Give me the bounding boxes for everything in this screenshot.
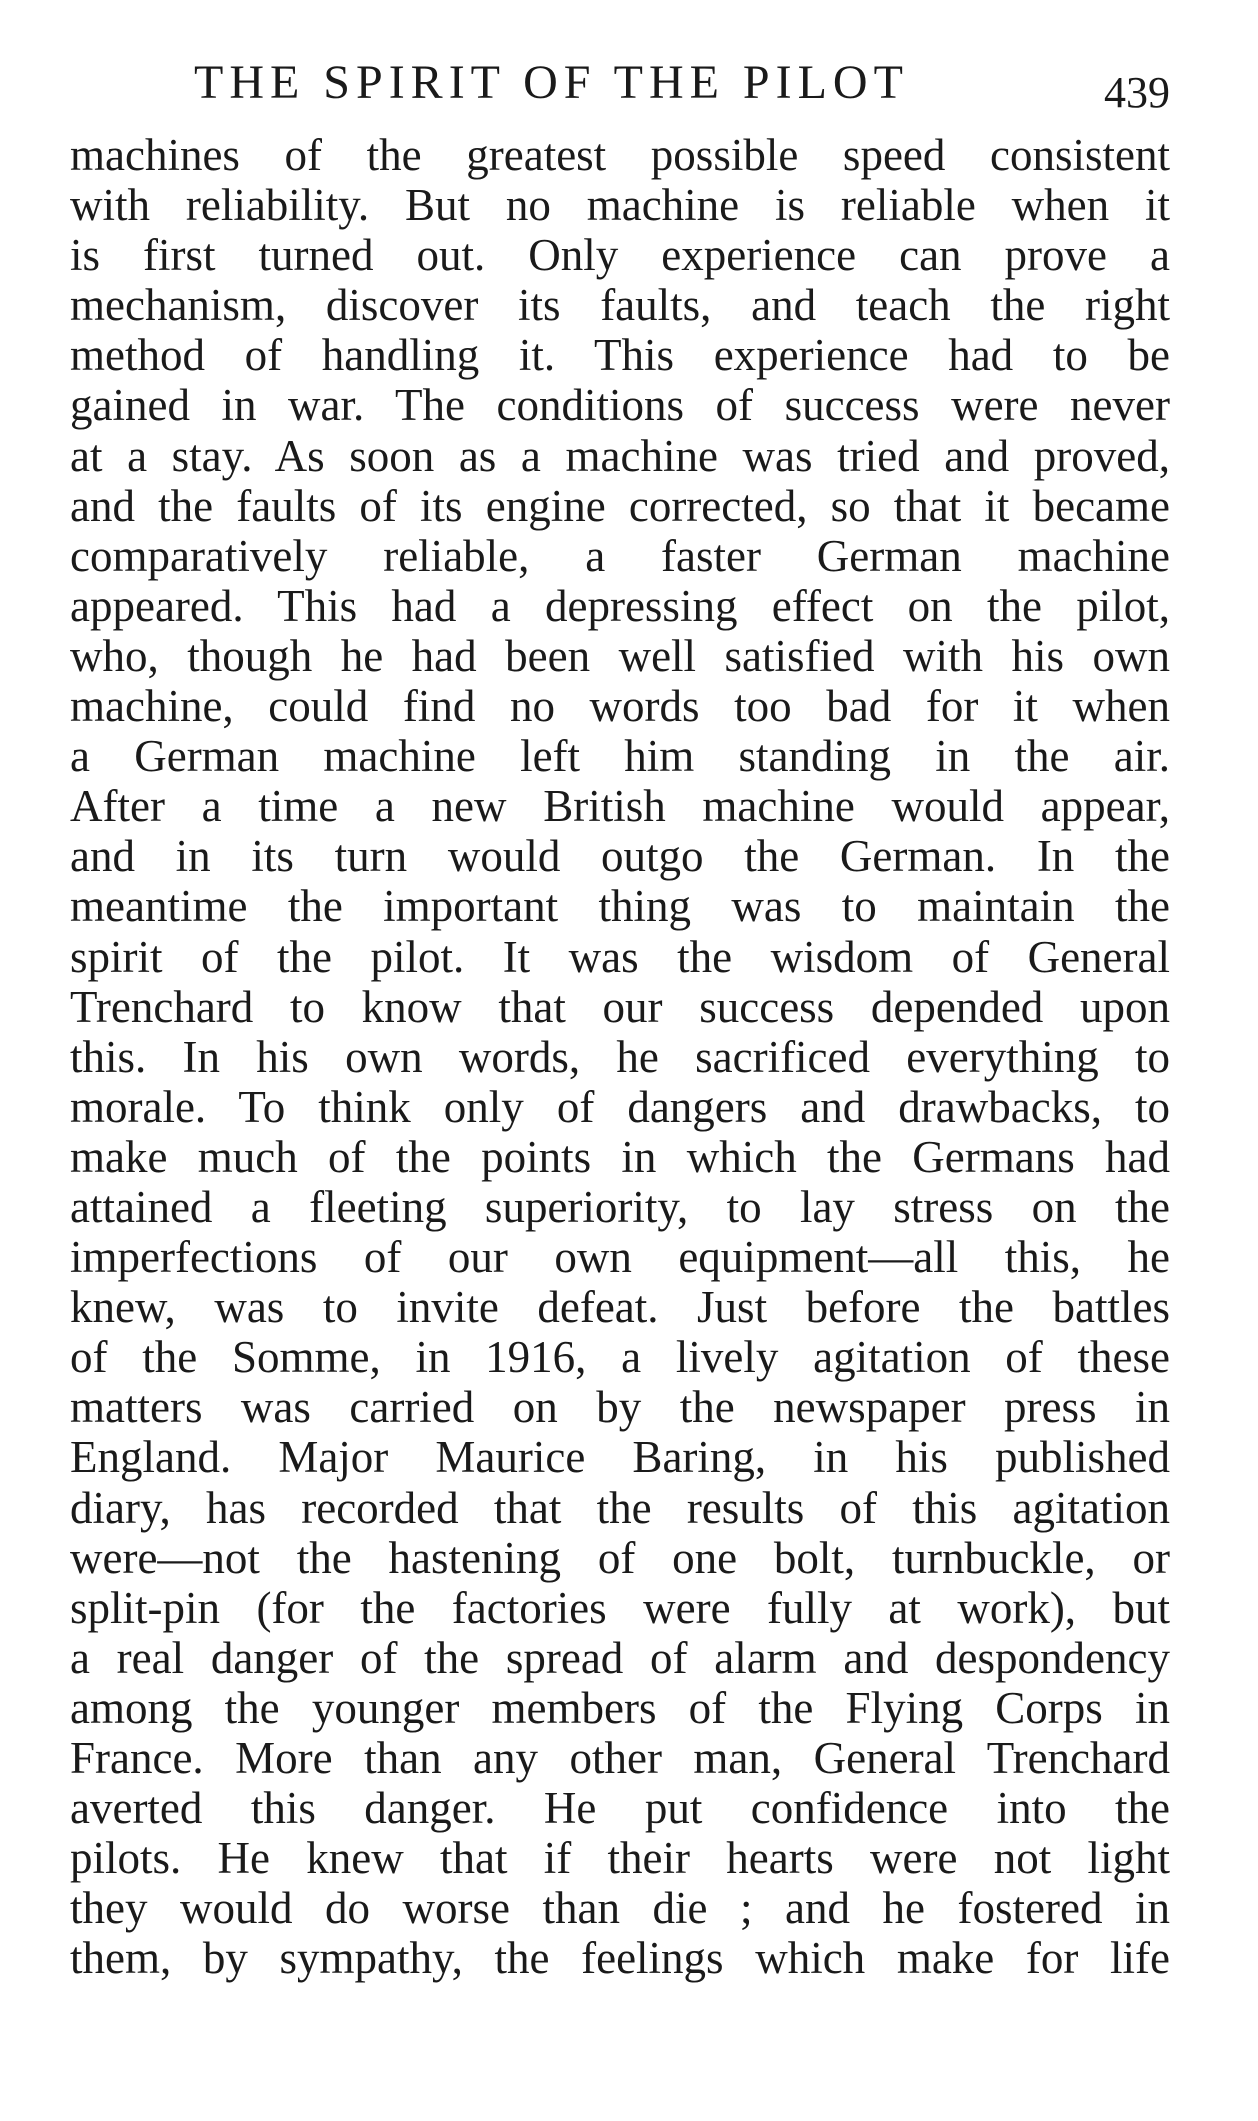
- text-line: a real danger of the spread of alarm and despondency: [70, 1632, 1170, 1683]
- text-line: mechanism, discover its faults, and teach the right: [70, 280, 1170, 331]
- page-number: 439: [1104, 68, 1170, 117]
- text-line: split-pin (for the factories were fully at work), but: [70, 1582, 1170, 1633]
- text-line: imperfections of our own equipment—all this, he: [70, 1232, 1170, 1283]
- text-line: machine, could find no words too bad for it when: [70, 681, 1170, 732]
- text-line: them, by sympathy, the feelings which make for life: [70, 1933, 1170, 1984]
- text-line: machines of the greatest possible speed consistent: [70, 130, 1170, 180]
- text-line: make much of the points in which the Germans had: [70, 1131, 1170, 1182]
- running-head: [70, 48, 1170, 118]
- text-line: who, though he had been well satisfied with his own: [70, 630, 1170, 681]
- text-line: of the Somme, in 1916, a lively agitation of these: [70, 1332, 1170, 1383]
- text-line: and in its turn would outgo the German. In the: [70, 831, 1170, 882]
- text-line: with reliability. But no machine is reliable when it: [70, 180, 1170, 231]
- text-line: diary, has recorded that the results of this agitation: [70, 1482, 1170, 1533]
- text-line: this. In his own words, he sacrificed everything to: [70, 1031, 1170, 1082]
- text-line: After a time a new British machine would appear,: [70, 781, 1170, 832]
- running-title: THE SPIRIT OF THE PILOT: [194, 56, 909, 109]
- text-line: and the faults of its engine corrected, so that it became: [70, 480, 1170, 531]
- text-line: matters was carried on by the newspaper press in: [70, 1382, 1170, 1433]
- text-line: they would do worse than die ; and he fostered in: [70, 1883, 1170, 1934]
- text-line: averted this danger. He put confidence into the: [70, 1783, 1170, 1834]
- body-text: [70, 130, 1170, 1983]
- text-line: meantime the important thing was to maintain the: [70, 881, 1170, 932]
- text-line: a German machine left him standing in the air.: [70, 731, 1170, 782]
- text-line: comparatively reliable, a faster German machine: [70, 530, 1170, 581]
- text-line: method of handling it. This experience had to be: [70, 330, 1170, 381]
- text-line: among the younger members of the Flying Corps in: [70, 1682, 1170, 1733]
- text-line: attained a fleeting superiority, to lay stress on the: [70, 1181, 1170, 1232]
- text-line: England. Major Maurice Baring, in his published: [70, 1432, 1170, 1483]
- text-line: appeared. This had a depressing effect on the pilot,: [70, 580, 1170, 631]
- text-line: France. More than any other man, General Trenchard: [70, 1733, 1170, 1783]
- text-line: pilots. He knew that if their hearts were not light: [70, 1833, 1170, 1884]
- text-line: gained in war. The conditions of success were never: [70, 380, 1170, 431]
- text-line: were—not the hastening of one bolt, turnbuckle, or: [70, 1532, 1170, 1583]
- text-line: morale. To think only of dangers and drawbacks, to: [70, 1081, 1170, 1132]
- text-line: at a stay. As soon as a machine was tried and proved,: [70, 430, 1170, 481]
- text-line: is first turned out. Only experience can prove a: [70, 230, 1170, 281]
- text-line: spirit of the pilot. It was the wisdom of General: [70, 931, 1170, 982]
- text-line: Trenchard to know that our success depended upon: [70, 981, 1170, 1032]
- text-line: knew, was to invite defeat. Just before the battles: [70, 1282, 1170, 1333]
